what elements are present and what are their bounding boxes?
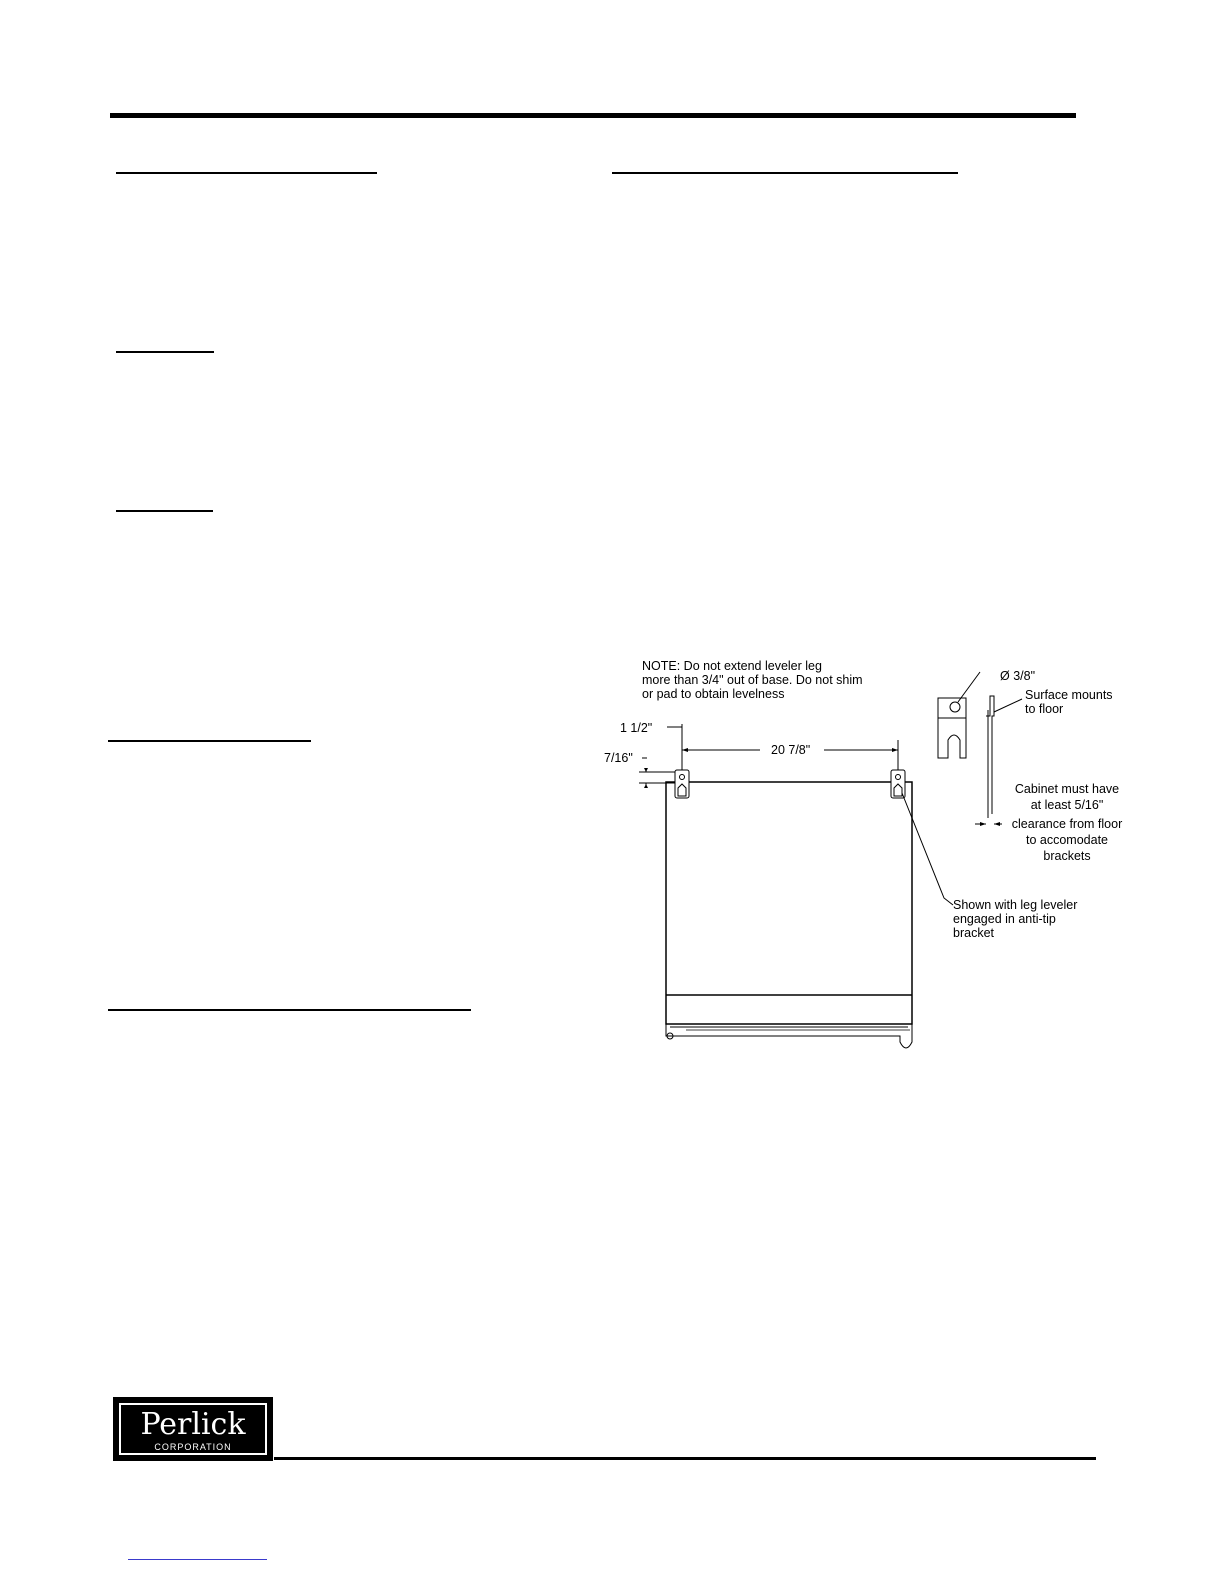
anti-tip-bracket-diagram — [590, 650, 1140, 1070]
dim-side-label: 1 1/2" — [620, 721, 653, 735]
perlick-logo — [113, 1397, 273, 1461]
clearance-line-1: Cabinet must have — [1014, 782, 1120, 796]
diagram-note-line-3: or pad to obtain levelness — [642, 687, 785, 701]
clearance-line-5: brackets — [1043, 849, 1091, 863]
logo-brand-text: Perlick — [140, 1407, 246, 1442]
shown-with-line-3: bracket — [953, 926, 994, 940]
section-heading-underline-1 — [116, 172, 377, 174]
section-heading-underline-6 — [108, 1009, 471, 1011]
diagram-note-line-1: NOTE: Do not extend leveler leg — [642, 659, 822, 673]
dim-top-label: 7/16" — [604, 751, 633, 765]
footer-link-underline[interactable] — [128, 1559, 267, 1560]
shown-with-line-2: engaged in anti-tip — [953, 912, 1056, 926]
logo-frame — [119, 1403, 267, 1455]
section-heading-underline-2 — [612, 172, 958, 174]
section-heading-underline-3 — [116, 351, 214, 353]
top-rule — [110, 113, 1076, 118]
shown-with-line-1: Shown with leg leveler — [953, 898, 1078, 912]
dim-width-label: 20 7/8" — [771, 743, 811, 757]
clearance-line-3: clearance from floor — [1011, 817, 1123, 831]
hole-diameter-label: Ø 3/8" — [1000, 669, 1036, 683]
logo-sub-text: CORPORATION — [154, 1442, 232, 1452]
clearance-line-4: to accomodate — [1026, 833, 1108, 847]
footer-rule — [274, 1457, 1096, 1460]
surface-mounts-line-1: Surface mounts — [1025, 688, 1113, 702]
surface-mounts-line-2: to floor — [1025, 702, 1064, 716]
diagram-note-line-2: more than 3/4" out of base. Do not shim — [642, 673, 863, 687]
section-heading-underline-5 — [108, 740, 311, 742]
section-heading-underline-4 — [116, 510, 213, 512]
clearance-line-2: at least 5/16" — [1030, 798, 1104, 812]
